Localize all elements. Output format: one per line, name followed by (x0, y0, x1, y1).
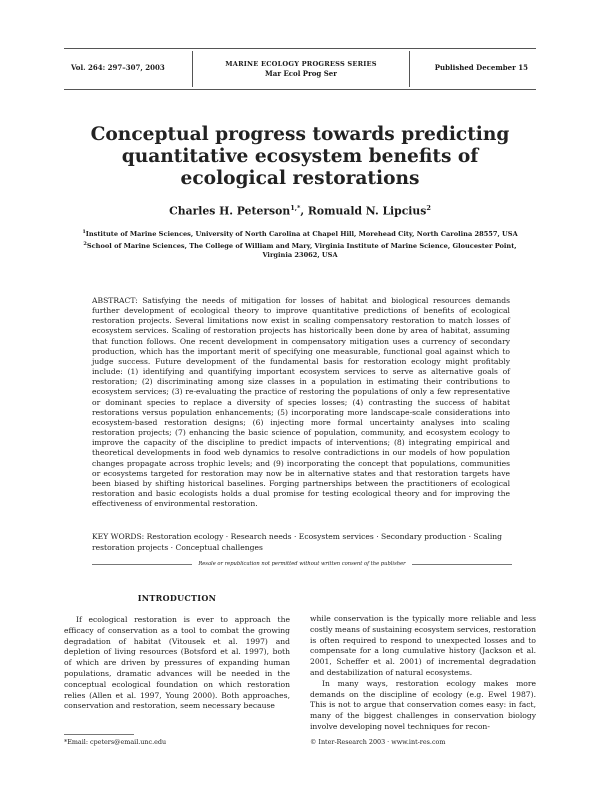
reprint-notice-box (92, 561, 512, 567)
author-1-marker: 1,* (290, 204, 301, 212)
keywords: KEY WORDS: Restoration ecology · Research needs · Ecosystem services · Secondary production · Scaling restoration projects · Conceptual challenges (92, 532, 503, 552)
published-date: Published December 15 (434, 63, 528, 72)
author-line (70, 204, 530, 218)
affiliations (70, 228, 530, 261)
affiliation-2-text: School of Marine Sciences, The College of William and Mary, Virginia Institute of Marine Science, Gloucester Point, Virginia 23062, USA (86, 241, 517, 260)
body-column-left (64, 615, 290, 712)
journal-title-box (192, 51, 410, 87)
affiliation-1-text: Institute of Marine Sciences, University of North Carolina at Chapel Hill, Morehead City, North Carolina 28557, USA (85, 230, 518, 239)
paper-title: Conceptual progress towards predicting quantitative ecosystem benefits of ecological restorations (90, 124, 510, 189)
abstract (92, 296, 510, 509)
affiliation-1 (70, 228, 530, 240)
affiliation-2-marker: 2 (83, 240, 87, 247)
intro-paragraph-2: In many ways, restoration ecology makes more demands on the discipline of ecology (e.g. Ewel 1987). This is not to argue that conservation comes easy: in fact, many of the biggest challenges in conservation biology involve developing novel techniques for recon- (310, 678, 536, 731)
intro-paragraph-1: If ecological restoration is ever to approach the efficacy of conservation as a tool to combat the growing degradation of habitat (Vitousek et al. 1997) and depletion of living resources (Botsford et al. 1997), both of which are driven by pressures of expanding human populations, dramatic advances will be needed in the conceptual ecological foundation on which restoration relies (Allen et al. 1997, Young 2000). Both approaches, conservation and restoration, seem necessary because (64, 615, 290, 711)
corresponding-email: *Email: cpeters@email.unc.edu (64, 738, 167, 746)
intro-paragraph-1-continued: while conservation is the typically more reliable and less costly means of sustaining ecosystem services, restoration is often required to respond to unexpected losses and to compensate for a long cumulative history (Jackson et al. 2001, Scheffer et al. 2001) of incremental degradation and destabilization of natural ecosystems. (310, 614, 536, 677)
affiliation-1-marker: 1 (82, 229, 86, 235)
footnote-rule (64, 734, 134, 735)
journal-series: MARINE ECOLOGY PROGRESS SERIES (225, 60, 377, 68)
introduction-heading: INTRODUCTION (137, 593, 217, 603)
affiliation-2 (70, 240, 530, 261)
author-separator: , (300, 204, 308, 218)
copyright: © Inter-Research 2003 · www.int-res.com (310, 738, 446, 746)
volume-info: Vol. 264: 297–307, 2003 (71, 63, 165, 72)
abstract-text: ABSTRACT: Satisfying the needs of mitigation for losses of habitat and biological resources demands further development of ecological theory to improve quantitative predictions of benefits of ecological restoration projects. Several limitations now exist in scaling compensatory restoration to match losses of ecosystem services. Scaling of restoration projects has historically been done by area of habitat, assuming that function follows. One recent development in compensatory mitigation uses a currency of secondary production, which has the important merit of specifying one measurable, functional goal against which to judge success. Future development of the fundamental basis for restoration ecology might profitably include: (1) identifying and quantifying important ecosystem services to serve as alternative goals of restoration; (2) discriminating among size classes in a population in estimating their contributions to ecosystem services; (3) re-evaluating the practice of restoring the populations of only a few representative or dominant species to replace a diversity of species losses; (4) contrasting the success of habitat restorations versus population enhancements; (5) incorporating more landscape-scale considerations into ecosystem-based restoration designs; (6) injecting more formal uncertainty analyses into scaling restoration projects; (7) enhancing the basic science of population, community, and ecosystem ecology to improve the capacity of the discipline to predict impacts of interventions; (8) integrating empirical and theoretical developments in food web dynamics to resolve contradictions in our models of how population changes propagate across trophic levels; and (9) incorporating the concept that populations, communities or ecosystems targeted for restoration may now be in alternative states and that restoration targets have been biased by shifting historical baselines. Forging partnerships between the practitioners of ecological restoration and basic ecologists holds a dual promise for testing ecological theory and for improving the effectiveness of environmental restoration. (92, 296, 510, 509)
reprint-notice: Resale or republication not permitted without written consent of the publisher (192, 561, 411, 567)
journal-abbreviation: Mar Ecol Prog Ser (265, 69, 337, 78)
author-2: Romuald N. Lipcius (307, 204, 427, 218)
author-2-marker: 2 (426, 204, 431, 212)
journal-header (64, 48, 536, 90)
author-1: Charles H. Peterson (169, 204, 291, 218)
body-column-right (310, 614, 536, 733)
